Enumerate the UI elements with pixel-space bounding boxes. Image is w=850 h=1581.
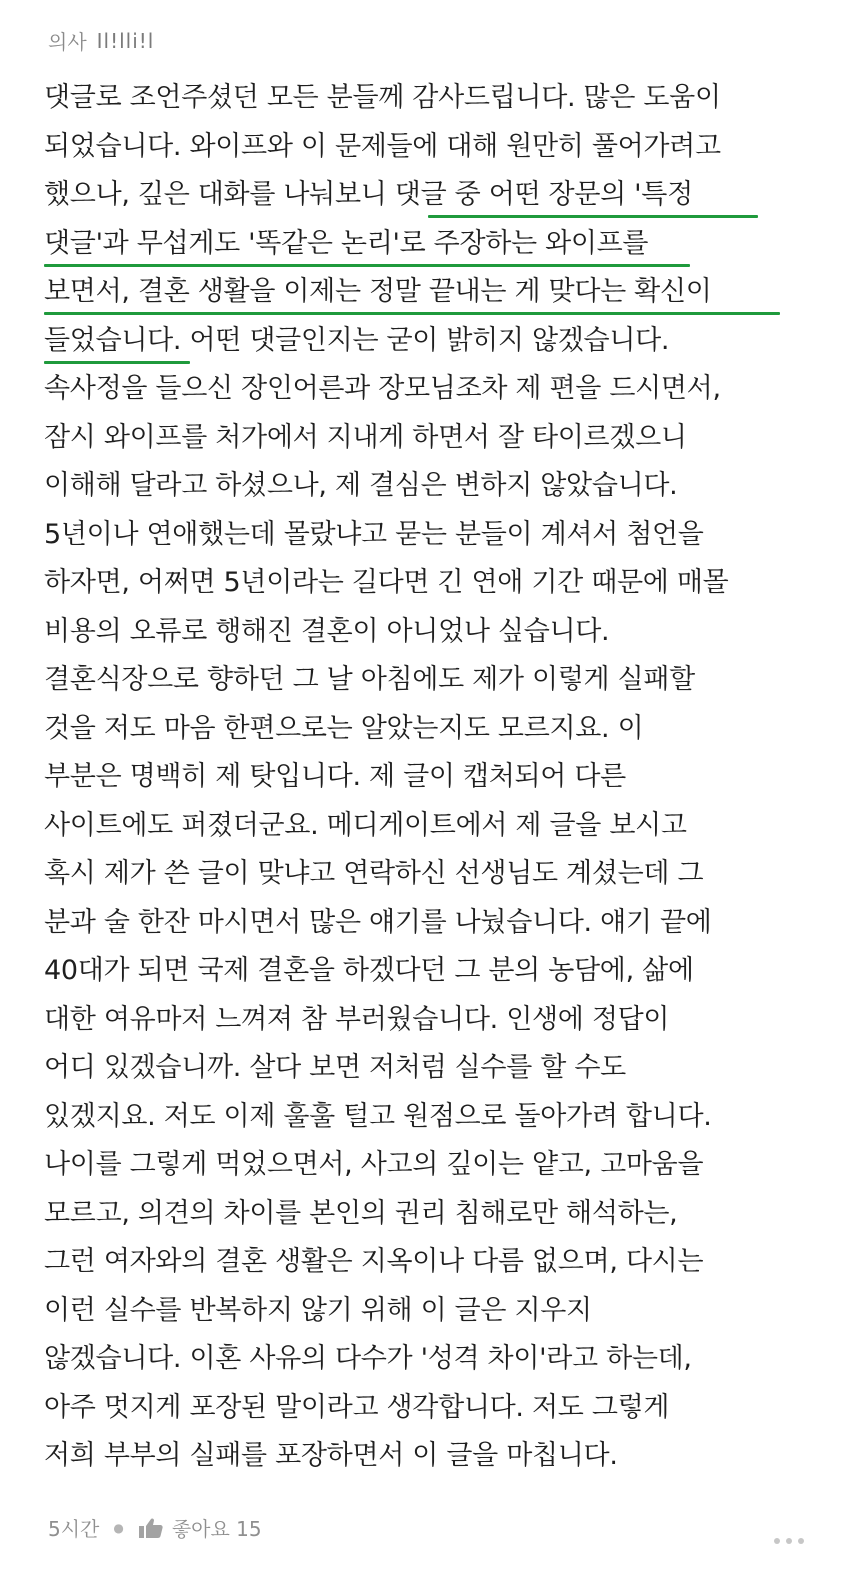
more-options-icon[interactable]: [774, 1538, 804, 1544]
comment-line: 했으나, 깊은 대화를 나눠보니 댓글 중 어떤 장문의 '특정: [44, 171, 834, 220]
comment-line: 되었습니다. 와이프와 이 문제들에 대해 원만히 풀어가려고: [44, 130, 721, 162]
comment-line: 5년이나 연애했는데 몰랐냐고 묻는 분들이 계셔서 첨언을: [44, 518, 704, 550]
like-count[interactable]: 좋아요 15: [171, 1517, 262, 1541]
comment-line: 어디 있겠습니까. 살다 보면 저처럼 실수를 할 수도: [44, 1052, 626, 1083]
comment-header: [48, 26, 154, 55]
highlight-underline: [44, 361, 190, 364]
comment-line: 것을 저도 마음 한편으로는 알았는지도 모르지요. 이: [44, 712, 644, 744]
comment-line: 보면서, 결혼 생활을 이제는 정말 끝내는 게 맞다는 확신이: [44, 268, 834, 317]
comment-line: 이해해 달라고 하셨으나, 제 결심은 변하지 않았습니다.: [44, 470, 678, 501]
comment-line: 아주 멋지게 포장된 말이라고 생각합니다. 저도 그렇게: [44, 1391, 670, 1423]
comment-line: 결혼식장으로 향하던 그 날 아침에도 제가 이렇게 실패할: [44, 664, 695, 695]
comment-line: 이런 실수를 반복하지 않기 위해 이 글은 지우지: [44, 1294, 592, 1326]
comment-line: 모르고, 의견의 차이를 본인의 권리 침해로만 해석하는,: [44, 1197, 678, 1229]
comment-line: 혹시 제가 쓴 글이 맞냐고 연락하신 선생님도 계셨는데 그: [44, 858, 704, 889]
highlight-underline: [44, 312, 780, 315]
comment-line: 대한 여유마저 느껴져 참 부러웠습니다. 인생에 정답이: [44, 1003, 670, 1035]
thumbs-up-icon[interactable]: [138, 1517, 164, 1539]
comment-body: [44, 74, 834, 1481]
comment-line: 속사정을 들으신 장인어른과 장모님조차 제 편을 드시면서,: [44, 373, 721, 404]
comment-line: 저희 부부의 실패를 포장하면서 이 글을 마칩니다.: [44, 1440, 618, 1471]
comment-line: 비용의 오류로 행해진 결혼이 아니었나 싶습니다.: [44, 615, 610, 647]
author-label[interactable]: 의사: [48, 30, 87, 54]
author-nickname[interactable]: Il!lli!l: [96, 28, 155, 53]
comment-line: 사이트에도 퍼졌더군요. 메디게이트에서 제 글을 보시고: [44, 809, 687, 841]
highlight-underline: [44, 264, 690, 267]
comment-line: 들었습니다. 어떤 댓글인지는 굳이 밝히지 않겠습니다.: [44, 317, 834, 366]
comment-line: 잠시 와이프를 처가에서 지내게 하면서 잘 타이르겠으니: [44, 421, 687, 453]
comment-line: 있겠지요. 저도 이제 훌훌 털고 원점으로 돌아가려 합니다.: [44, 1100, 712, 1132]
comment-line: 40대가 되면 국제 결혼을 하겠다던 그 분의 농담에, 삶에: [44, 955, 694, 986]
comment-line: 댓글'과 무섭게도 '똑같은 논리'로 주장하는 와이프를: [44, 220, 834, 269]
separator-dot: ●: [113, 1520, 124, 1535]
comment-line: 하자면, 어쩌면 5년이라는 길다면 긴 연애 기간 때문에 매몰: [44, 567, 729, 598]
comment-line: 분과 술 한잔 마시면서 많은 얘기를 나눴습니다. 얘기 끝에: [44, 906, 712, 938]
timestamp: 5시간: [48, 1517, 100, 1541]
comment-line: 나이를 그렇게 먹었으면서, 사고의 깊이는 얕고, 고마움을: [44, 1149, 704, 1180]
comment-line: 그런 여자와의 결혼 생활은 지옥이나 다름 없으며, 다시는: [44, 1246, 704, 1277]
comment-line: 부분은 명백히 제 탓입니다. 제 글이 캡처되어 다른: [44, 761, 626, 792]
highlight-underline: [428, 215, 758, 218]
comment-line: 댓글로 조언주셨던 모든 분들께 감사드립니다. 많은 도움이: [44, 82, 721, 113]
comment-footer: [48, 1513, 808, 1542]
comment-line: 않겠습니다. 이혼 사유의 다수가 '성격 차이'라고 하는데,: [44, 1343, 692, 1374]
